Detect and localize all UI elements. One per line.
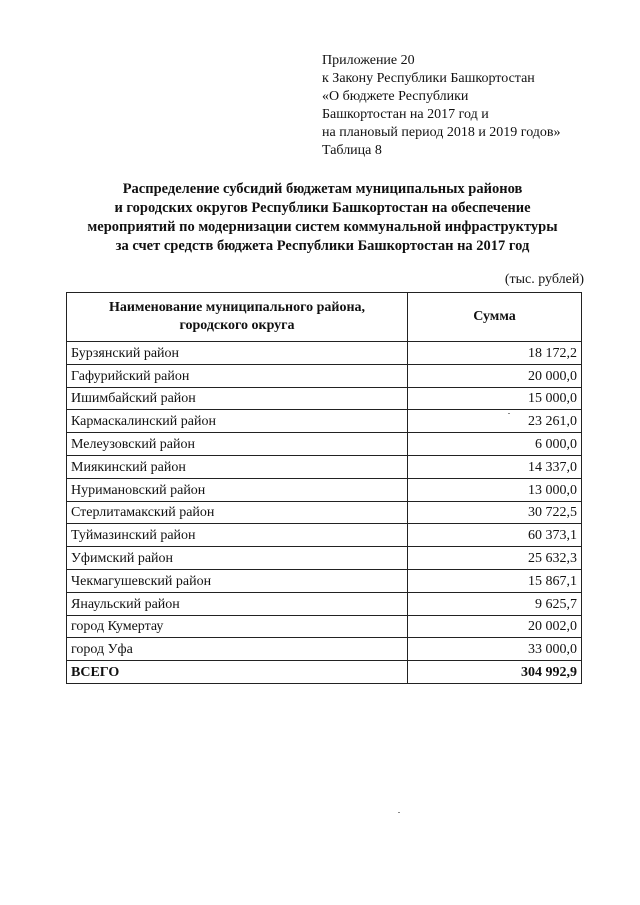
appendix-line: на плановый период 2018 и 2019 годов» xyxy=(322,125,561,140)
table-row xyxy=(67,547,582,570)
title-line: мероприятий по модернизации систем коммунальной инфраструктуры xyxy=(87,219,558,235)
appendix-line: к Закону Республики Башкортостан xyxy=(322,71,535,86)
total-label: ВСЕГО xyxy=(67,661,408,684)
row-amount: 13 000,0 xyxy=(408,478,582,501)
row-amount: 15 867,1 xyxy=(408,569,582,592)
table-row xyxy=(67,524,582,547)
document-title xyxy=(60,180,585,256)
row-name: Чекмагушевский район xyxy=(67,569,408,592)
appendix-reference xyxy=(322,52,561,160)
scan-speck xyxy=(508,413,510,414)
table-row xyxy=(67,364,582,387)
table-row xyxy=(67,501,582,524)
row-amount: 20 000,0 xyxy=(408,364,582,387)
row-name: город Кумертау xyxy=(67,615,408,638)
row-amount: 18 172,2 xyxy=(408,342,582,365)
table-row xyxy=(67,638,582,661)
table-total-row xyxy=(67,661,582,684)
row-name: Стерлитамакский район xyxy=(67,501,408,524)
title-line: и городских округов Республики Башкортостан на обеспечение xyxy=(114,200,531,216)
row-amount: 9 625,7 xyxy=(408,592,582,615)
row-name: Мелеузовский район xyxy=(67,433,408,456)
row-name: Миякинский район xyxy=(67,455,408,478)
row-amount: 25 632,3 xyxy=(408,547,582,570)
table-row xyxy=(67,592,582,615)
scan-speck xyxy=(398,812,400,813)
row-name: город Уфа xyxy=(67,638,408,661)
row-name: Кармаскалинский район xyxy=(67,410,408,433)
table-row xyxy=(67,569,582,592)
row-name: Янаульский район xyxy=(67,592,408,615)
table-row xyxy=(67,342,582,365)
title-line: Распределение субсидий бюджетам муниципальных районов xyxy=(122,181,523,197)
row-amount: 14 337,0 xyxy=(408,455,582,478)
table-row xyxy=(67,478,582,501)
row-amount: 6 000,0 xyxy=(408,433,582,456)
table-row xyxy=(67,433,582,456)
row-name: Ишимбайский район xyxy=(67,387,408,410)
appendix-line: Приложение 20 xyxy=(322,53,415,68)
header-name-column xyxy=(67,293,408,342)
appendix-line: «О бюджете Республики xyxy=(322,89,469,104)
row-name: Туймазинский район xyxy=(67,524,408,547)
row-amount: 23 261,0 xyxy=(408,410,582,433)
header-name-line1: Наименование муниципального района, xyxy=(108,300,366,315)
row-amount: 33 000,0 xyxy=(408,638,582,661)
appendix-line: Башкортостан на 2017 год и xyxy=(322,107,489,122)
table-row xyxy=(67,410,582,433)
header-amount-column: Сумма xyxy=(408,293,582,342)
row-amount: 20 002,0 xyxy=(408,615,582,638)
row-amount: 60 373,1 xyxy=(408,524,582,547)
row-amount: 15 000,0 xyxy=(408,387,582,410)
title-line: за счет средств бюджета Республики Башкортостан на 2017 год xyxy=(115,238,530,254)
row-name: Нуримановский район xyxy=(67,478,408,501)
table-row xyxy=(67,387,582,410)
row-name: Уфимский район xyxy=(67,547,408,570)
table-row xyxy=(67,615,582,638)
table-number: Таблица 8 xyxy=(322,143,382,158)
row-amount: 30 722,5 xyxy=(408,501,582,524)
table-row xyxy=(67,455,582,478)
table-header-row xyxy=(67,293,582,342)
row-name: Бурзянский район xyxy=(67,342,408,365)
units-note: (тыс. рублей) xyxy=(504,272,584,287)
subsidy-table xyxy=(66,292,582,684)
header-name-line2: городского округа xyxy=(179,318,295,333)
row-name: Гафурийский район xyxy=(67,364,408,387)
total-amount: 304 992,9 xyxy=(408,661,582,684)
